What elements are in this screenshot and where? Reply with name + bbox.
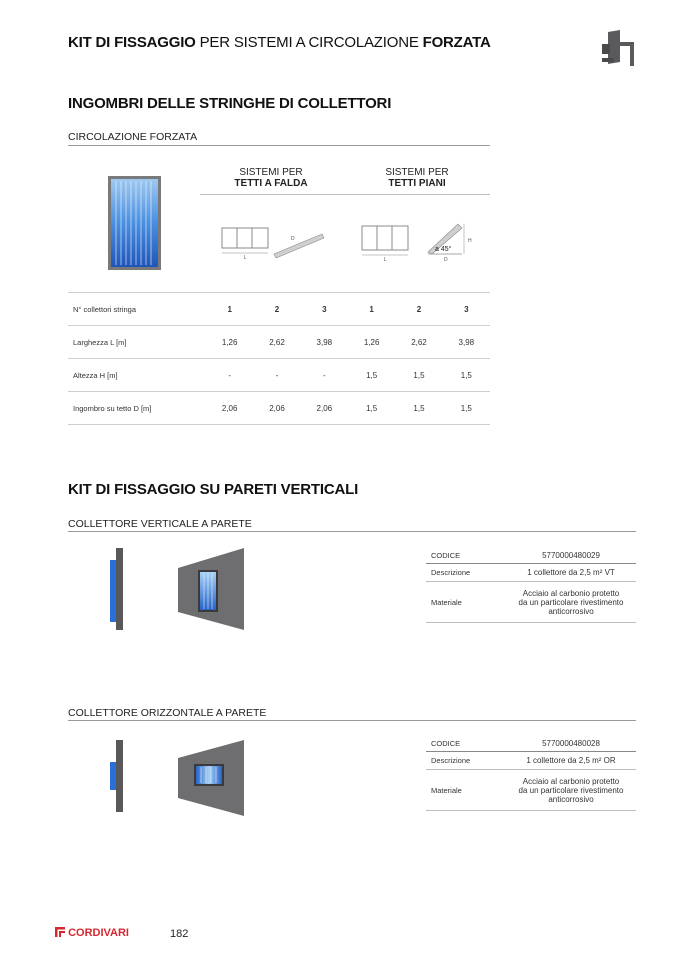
table-cell: 3,98 bbox=[443, 326, 490, 359]
spec-value: 1 collettore da 2,5 m² OR bbox=[506, 752, 636, 770]
horizontal-collector-side-view bbox=[108, 740, 124, 812]
spec-value bbox=[506, 582, 636, 623]
wall-mount-icon bbox=[598, 28, 638, 68]
table-cell: - bbox=[206, 359, 253, 392]
table-cell: 1,5 bbox=[348, 359, 395, 392]
subtitle-vertical: COLLETTORE VERTICALE A PARETE bbox=[68, 518, 252, 530]
header-divider bbox=[200, 194, 490, 195]
table-cell: 2,06 bbox=[301, 392, 348, 425]
spec-key: Materiale bbox=[426, 582, 506, 623]
diagram-label-d-sloped: D bbox=[291, 236, 295, 242]
material-line: anticorrosivo bbox=[548, 606, 594, 616]
row-label: N° collettori stringa bbox=[68, 293, 206, 326]
header-flat-line1: SISTEMI PER bbox=[385, 167, 449, 178]
header-title-bold-2: FORZATA bbox=[422, 34, 491, 51]
table-cell: - bbox=[253, 359, 300, 392]
table-cell: 1 bbox=[348, 293, 395, 326]
table-cell: 1,5 bbox=[395, 359, 442, 392]
table-cell: 1,5 bbox=[348, 392, 395, 425]
table-row bbox=[426, 736, 636, 752]
header-title-regular: PER SISTEMI A CIRCOLAZIONE bbox=[199, 34, 419, 51]
table-cell: 2,06 bbox=[206, 392, 253, 425]
solar-collector-image bbox=[108, 176, 161, 270]
sloped-roof-diagram bbox=[218, 222, 328, 262]
row-label: Larghezza L [m] bbox=[68, 326, 206, 359]
table-cell: 1,5 bbox=[395, 392, 442, 425]
divider bbox=[68, 720, 636, 721]
table-cell: 1,26 bbox=[206, 326, 253, 359]
brand-logo bbox=[55, 927, 129, 939]
horizontal-collector-wall-view bbox=[176, 738, 246, 818]
product-code: 5770000480028 bbox=[506, 736, 636, 752]
header-sloped-line2: TETTI A FALDA bbox=[234, 178, 308, 189]
table-row bbox=[68, 326, 490, 359]
row-label: Ingombro su tetto D [m] bbox=[68, 392, 206, 425]
table-row bbox=[68, 359, 490, 392]
section-title-wall-mount: KIT DI FISSAGGIO SU PARETI VERTICALI bbox=[68, 481, 359, 498]
header-flat-roofs bbox=[352, 167, 482, 189]
table-row bbox=[426, 752, 636, 770]
table-cell: 3,98 bbox=[301, 326, 348, 359]
spec-value: 1 collettore da 2,5 m² VT bbox=[506, 564, 636, 582]
page-header-title bbox=[68, 34, 491, 51]
page-number: 182 bbox=[170, 928, 189, 940]
material-line: da un particolare rivestimento bbox=[518, 597, 624, 607]
table-cell: 1,26 bbox=[348, 326, 395, 359]
dimensions-table bbox=[68, 292, 490, 425]
diagram-label-l-flat: L bbox=[383, 257, 387, 263]
table-cell: 3 bbox=[301, 293, 348, 326]
section-title-dimensions: INGOMBRI DELLE STRINGHE DI COLLETTORI bbox=[68, 95, 392, 112]
table-cell: 1 bbox=[206, 293, 253, 326]
diagram-label-d-flat: D bbox=[444, 257, 448, 263]
vertical-collector-wall-view bbox=[176, 546, 246, 632]
table-row bbox=[426, 564, 636, 582]
spec-key: Descrizione bbox=[426, 564, 506, 582]
table-cell: 2,62 bbox=[253, 326, 300, 359]
spec-key: CODICE bbox=[426, 548, 506, 564]
header-flat-line2: TETTI PIANI bbox=[388, 178, 446, 189]
divider bbox=[68, 531, 636, 532]
table-cell: 2,62 bbox=[395, 326, 442, 359]
spec-key: CODICE bbox=[426, 736, 506, 752]
header-sloped-roofs bbox=[206, 167, 336, 189]
table-row bbox=[426, 582, 636, 623]
table-cell: 1,5 bbox=[443, 392, 490, 425]
material-line: anticorrosivo bbox=[548, 794, 594, 804]
table-row bbox=[68, 293, 490, 326]
table-cell: 2 bbox=[395, 293, 442, 326]
vertical-collector-side-view bbox=[108, 548, 124, 630]
spec-table-vertical bbox=[426, 548, 636, 623]
spec-key: Materiale bbox=[426, 770, 506, 811]
product-code: 5770000480029 bbox=[506, 548, 636, 564]
material-line: Acciaio al carbonio protetto bbox=[522, 776, 620, 786]
spec-key: Descrizione bbox=[426, 752, 506, 770]
table-cell: 2,06 bbox=[253, 392, 300, 425]
subtitle-horizontal: COLLETTORE ORIZZONTALE A PARETE bbox=[68, 707, 267, 719]
table-row bbox=[426, 548, 636, 564]
row-label: Altezza H [m] bbox=[68, 359, 206, 392]
subtitle-forced-circulation: CIRCOLAZIONE FORZATA bbox=[68, 131, 198, 143]
flat-roof-diagram bbox=[358, 218, 478, 264]
header-title-bold-1: KIT DI FISSAGGIO bbox=[68, 34, 196, 51]
spec-table-horizontal bbox=[426, 736, 636, 811]
table-row bbox=[68, 392, 490, 425]
divider bbox=[68, 145, 490, 146]
table-cell: - bbox=[301, 359, 348, 392]
material-line: da un particolare rivestimento bbox=[518, 785, 624, 795]
material-line: Acciaio al carbonio protetto bbox=[522, 588, 620, 598]
diagram-label-l: L bbox=[243, 255, 247, 261]
diagram-label-h: H bbox=[468, 238, 472, 244]
header-sloped-line1: SISTEMI PER bbox=[239, 167, 303, 178]
spec-value bbox=[506, 770, 636, 811]
table-cell: 2 bbox=[253, 293, 300, 326]
diagram-label-angle: a 45° bbox=[435, 246, 452, 253]
brand-mark-icon bbox=[55, 927, 65, 937]
table-row bbox=[426, 770, 636, 811]
table-cell: 3 bbox=[443, 293, 490, 326]
brand-name: CORDIVARI bbox=[68, 927, 129, 939]
table-cell: 1,5 bbox=[443, 359, 490, 392]
